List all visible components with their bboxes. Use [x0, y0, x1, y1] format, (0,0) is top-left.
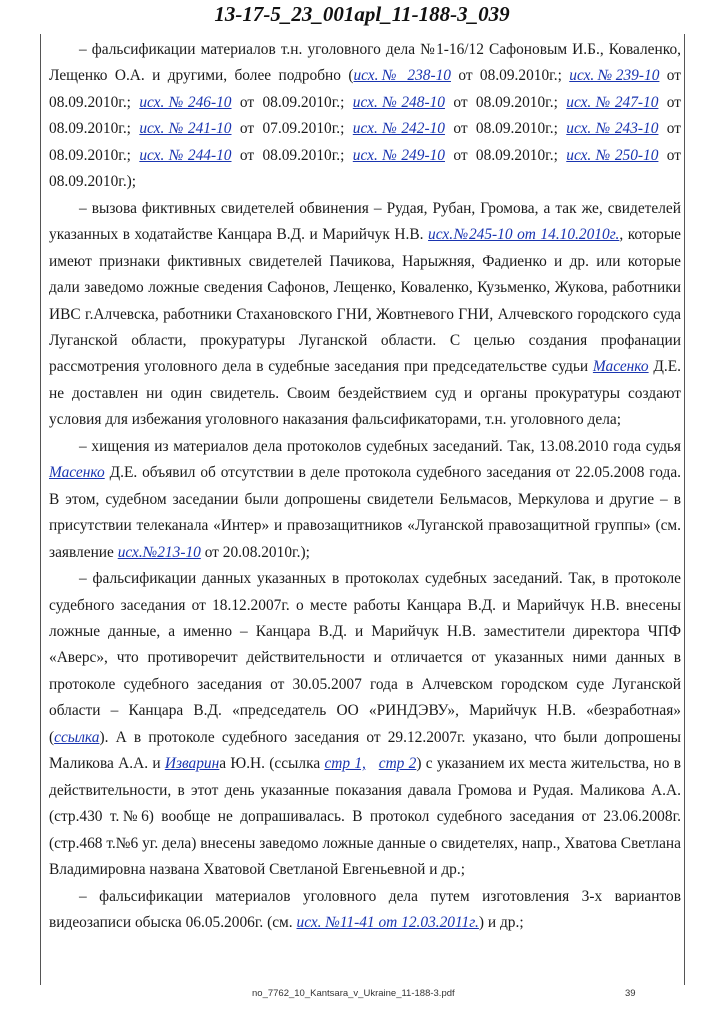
page-1-link[interactable]: стр 1, — [324, 755, 366, 773]
text-segment: от 20.08.2010г.); — [200, 543, 310, 561]
page-2-link[interactable]: стр 2 — [378, 755, 417, 773]
text-segment: от 08.09.2010г.; — [444, 146, 567, 164]
footer-filename: no_7762_10_Kantsara_v_Ukraine_11-188-3.pdf — [252, 988, 455, 999]
text-segment: от 08.09.2010г.; — [49, 120, 682, 164]
reference-link[interactable]: исх.№245-10 от 14.10.2010г. — [428, 226, 620, 244]
reference-link[interactable]: исх.№250-10 — [566, 146, 659, 164]
paragraph-protocol-falsification — [49, 566, 681, 883]
paragraph-video-falsification — [49, 884, 681, 937]
text-segment: от 08.09.2010г.; — [450, 67, 570, 85]
reference-link[interactable]: исх.№213-10 — [117, 543, 201, 561]
judge-masenko-link[interactable]: Масенко — [592, 358, 649, 376]
reference-link[interactable]: исх.№242-10 — [352, 120, 445, 138]
right-margin-rule — [684, 34, 685, 985]
text-segment: – хищения из материалов дела протоколов судебных заседаний. Так, 13.08.2010 года судья — [79, 437, 681, 455]
text-segment: от 08.09.2010г.; — [444, 120, 567, 138]
paragraph-falsification-materials — [49, 37, 681, 196]
text-segment: от 07.09.2010г.; — [231, 120, 353, 138]
text-segment: от 08.09.2010г.; — [231, 146, 353, 164]
document-body — [49, 37, 681, 936]
reference-link[interactable]: исх.№241-10 — [139, 120, 232, 138]
paragraph-protocol-theft — [49, 434, 681, 566]
reference-link[interactable]: исх.№248-10 — [352, 93, 445, 111]
text-segment: от 08.09.2010г.; — [444, 93, 567, 111]
reference-link[interactable]: исх.№ 238-10 — [353, 67, 451, 85]
izvarin-link[interactable]: Изварин — [164, 755, 220, 773]
reference-link[interactable]: исх.№239-10 — [569, 67, 660, 85]
left-margin-rule — [40, 34, 41, 985]
ssylka-link[interactable]: ссылка — [54, 728, 100, 746]
text-segment: от 08.09.2010г.; — [49, 93, 682, 138]
page-header-title: 13-17-5_23_001apl_11-188-3_039 — [214, 2, 510, 26]
footer-page-number: 39 — [625, 988, 636, 999]
reference-link[interactable]: исх. №11-41 от 12.03.2011г. — [296, 913, 479, 931]
text-segment: , которые имеют признаки фиктивных свидетелей Пачикова, Нарыжняя, Фадиенко и др. или которые дали заведомо ложные сведения Сафонов, Лещенко, Коваленко, Кузьменко, Жукова, работники ИВС г.Алчевска, работники Стахановского ГНИ, Жовтневого ГНИ, Алчевского городского суда Луганской области, прокуратуры Луганской области. С целью создания профанации рассмотрения уголовного дела в судебные заседания при председательстве судьи — [49, 226, 682, 376]
judge-masenko-link[interactable]: Масенко — [49, 464, 105, 482]
paragraph-fictitious-witnesses — [49, 196, 681, 434]
text-segment: – фальсификации данных указанных в протоколах судебных заседаний. Так, в протоколе судебного заседания от 18.12.2007г. о месте работы Канцара В.Д. и Марийчук Н.В. внесены ложные данные, а именно – Канцара В.Д. и Марийчук Н.В. заместители директора ЧПФ «Аверс», что противоречит действительности и отличается от указанных ними данных в протоколе судебного заседания от 30.05.2007 года в Алчевском городском суде Луганской области – Канцара В.Д. «председатель ОО «РИНДЭВУ», Марийчук Н.В. «безработная» ( — [49, 570, 681, 746]
text-segment: ). А в протоколе судебного заседания от 29.12.2007г. указано, что были допрошены Маликова А.А. и — [49, 728, 681, 773]
text-segment: от 08.09.2010г.; — [49, 67, 681, 111]
text-segment: ) с указанием их места жительства, но в действительности, в этот день указанные показания давала Громова и Рудая. Маликова А.А. (стр.430 т.№6) вообще не допрашивалась. В протокол судебного заседания от 23.06.2008г. (стр.468 т.№6 уг. дела) внесены заведомо ложные данные о свидетелях, напр., Хватова Светлана Владимировна названа Хватовой Светланой Евгеньевной и др.; — [49, 755, 682, 879]
text-segment: от 08.09.2010г.; — [231, 93, 353, 111]
text-segment: – фальсификации материалов т.н. уголовного дела №1-16/12 Сафоновым И.Б., Коваленко, Лещенко О.А. и другими, более подробно ( — [49, 41, 681, 85]
text-segment: – фальсификации материалов уголовного дела путем изготовления 3-х вариантов видеозаписи обыска 06.05.2006г. (см. — [49, 887, 681, 931]
reference-link[interactable]: исх.№244-10 — [139, 146, 232, 164]
reference-link[interactable]: исх.№243-10 — [566, 120, 659, 138]
text-segment: ) и др.; — [478, 913, 524, 931]
reference-link[interactable]: исх.№247-10 — [566, 93, 659, 111]
text-segment: – вызова фиктивных свидетелей обвинения – Рудая, Рубан, Громова, а так же, свидетелей указанных в ходатайстве Канцара В.Д. и Марийчук Н.В. — [49, 199, 681, 244]
reference-link[interactable]: исх.№249-10 — [352, 146, 445, 164]
text-segment: Д.Е. не доставлен ни один свидетель. Своим бездействием суд и органы прокуратуры создают условия для избежания уголовного наказания фальсификаторами, т.н. уголовного дела; — [49, 358, 681, 429]
text-segment: Д.Е. объявил об отсутствии в деле протокола судебного заседания от 22.05.2008 года. В этом, судебном заседании были допрошены свидетели Бельмасов, Меркулова и другие – в присутствии телеканала «Интер» и правозащитников «Луганской правозащитной группы» (см. заявление — [49, 464, 681, 561]
text-segment: а Ю.Н. (ссылка — [219, 755, 325, 773]
text-segment — [366, 755, 379, 772]
text-segment: от 08.09.2010г.); — [49, 146, 682, 191]
reference-link[interactable]: исх.№246-10 — [139, 93, 232, 111]
